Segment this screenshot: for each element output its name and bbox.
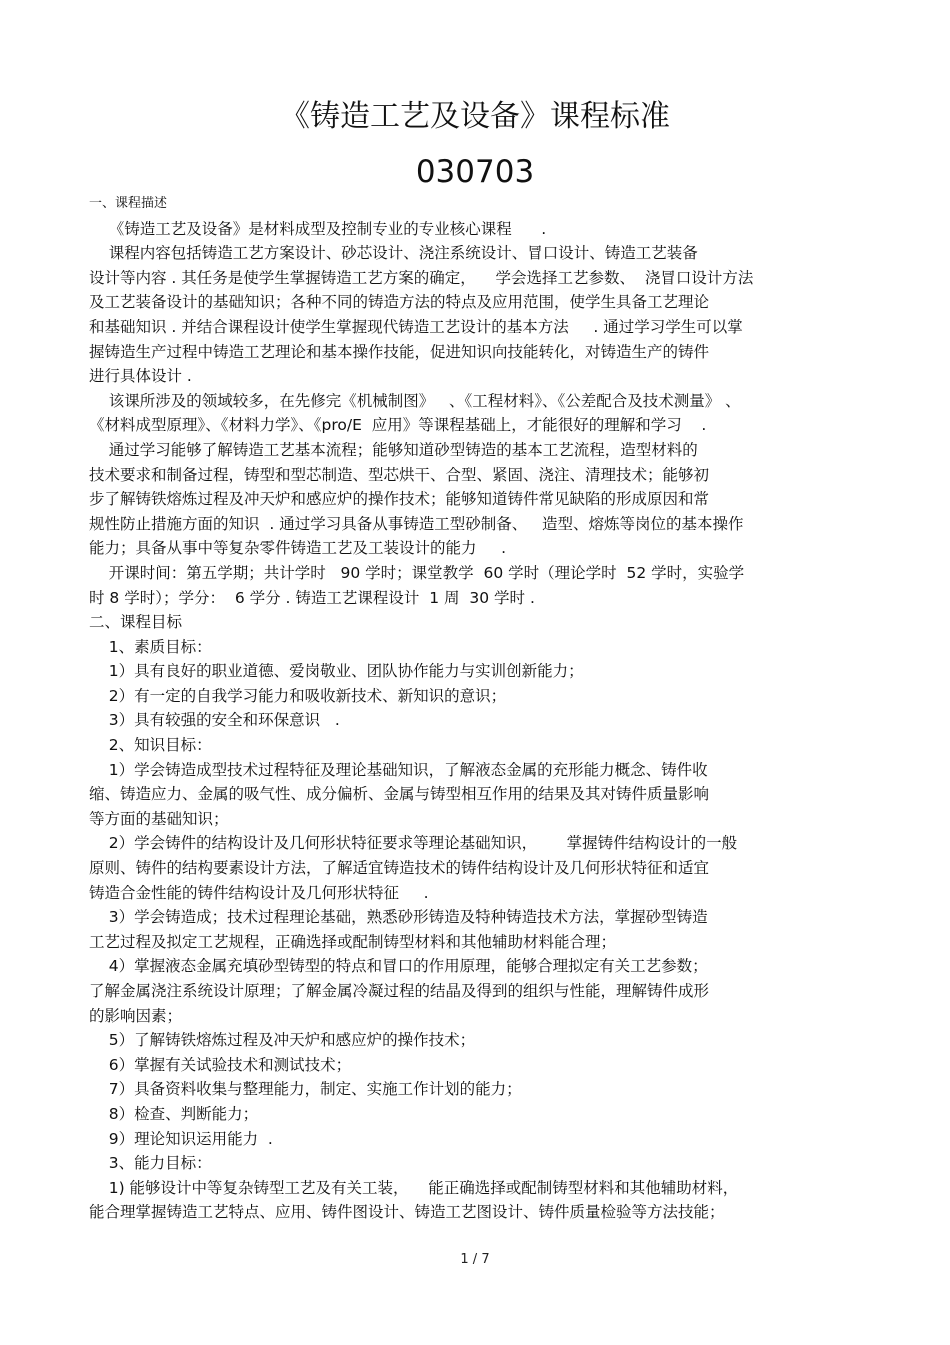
text-line: 规性防止措施方面的知识 . 通过学习具备从事铸造工型砂制备、 造型、熔炼等岗位的基本操作 [89,514,744,533]
text-line: 一、课程描述 [89,196,168,211]
text-line: 3）学会铸造成；技术过程理论基础，熟悉砂形铸造及特种铸造技术方法，掌握砂型铸造 [89,908,708,927]
text-line: 的影响因素； [89,1006,183,1025]
text-line: 缩、铸造应力、金属的吸气性、成分偏析、金属与铸型相互作用的结果及其对铸件质量影响 [89,785,710,804]
text-line: 进行具体设计 . [89,367,192,386]
text-line: 等方面的基础知识； [89,809,229,828]
text-line: 工艺过程及拟定工艺规程，正确选择或配制铸型材料和其他辅助材料能合理； [89,932,617,951]
course-code: 030703 [415,154,535,190]
text-line: 8）检查、判断能力； [89,1104,259,1123]
text-line: 3）具有较强的安全和环保意识 . [89,711,340,730]
text-line: 2）有一定的自我学习能力和吸收新技术、新知识的意识； [89,686,507,705]
text-line: 铸造合金性能的铸件结构设计及几何形状特征 . [89,883,429,902]
text-line: 能力；具备从事中等复杂零件铸造工艺及工装设计的能力 . [89,539,507,558]
text-line: 7）具备资料收集与整理能力，制定、实施工作计划的能力； [89,1080,522,1099]
text-line: 该课所涉及的领域较多，在先修完《机械制图》 、《工程材料》、《公差配合及技术测量》 、 [89,391,741,410]
text-line: 步了解铸铁熔炼过程及冲天炉和感应炉的操作技术；能够知道铸件常见缺陷的形成原因和常 [89,490,710,509]
text-line: 原则、铸件的结构要素设计方法，了解适宜铸造技术的铸件结构设计及几何形状特征和适宜 [89,859,710,878]
text-line: 1）具有良好的职业道德、爱岗敬业、团队协作能力与实训创新能力； [89,662,584,681]
text-line: 设计等内容 . 其任务是使学生掌握铸造工艺方案的确定， 学会选择工艺参数、 浇冒口设计方法 [89,268,754,287]
text-line: 课程内容包括铸造工艺方案设计、砂芯设计、浇注系统设计、冒口设计、铸造工艺装备 [89,244,698,263]
text-line: 及工艺装备设计的基础知识；各种不同的铸造方法的特点及应用范围，使学生具备工艺理论 [89,293,710,312]
text-line: 1) 能够设计中等复杂铸型工艺及有关工装， 能正确选择或配制铸型材料和其他辅助材料， [89,1178,739,1197]
text-line: 1、素质目标： [89,637,212,656]
document-body [89,192,869,1225]
text-line: 3、能力目标： [89,1154,212,1173]
text-line: 二、课程目标 [89,613,183,632]
text-line: 能合理掌握铸造工艺特点、应用、铸件图设计、铸造工艺图设计、铸件质量检验等方法技能； [89,1203,725,1222]
text-line: 和基础知识 . 并结合课程设计使学生掌握现代铸造工艺设计的基本方法 . 通过学习学生可以掌 [89,317,743,336]
text-line: 6）掌握有关试验技术和测试技术； [89,1055,352,1074]
text-line: 5）了解铸铁熔炼过程及冲天炉和感应炉的操作技术； [89,1031,476,1050]
text-line: 4）掌握液态金属充填砂型铸型的特点和冒口的作用原理，能够合理拟定有关工艺参数； [89,957,708,976]
text-line: 2、知识目标： [89,736,212,755]
text-line: 时 8 学时）；学分： 6 学分 . 铸造工艺课程设计 1 周 30 学时 . [89,588,535,607]
text-line: 《铸造工艺及设备》是材料成型及控制专业的专业核心课程 . [89,219,547,238]
page-number: 1 / 7 [460,1252,490,1267]
text-line: 开课时间：第五学期；共计学时 90 学时；课堂教学 60 学时（理论学时 52 学时，实验学 [89,563,745,582]
text-line: 握铸造生产过程中铸造工艺理论和基本操作技能，促进知识向技能转化，对铸造生产的铸件 [89,342,710,361]
document-title: 《铸造工艺及设备》课程标准 [280,99,670,134]
text-line: 了解金属浇注系统设计原理；了解金属冷凝过程的结晶及得到的组织与性能，理解铸件成形 [89,982,710,1000]
text-line: 1）学会铸造成型技术过程特征及理论基础知识，了解液态金属的充形能力概念、铸件收 [89,760,708,779]
text-line: 2）学会铸件的结构设计及几何形状特征要求等理论基础知识， 掌握铸件结构设计的一般 [89,834,738,853]
text-line: 9）理论知识运用能力 . [89,1129,273,1148]
text-line: 《材料成型原理》、《材料力学》、《pro/E 应用》等课程基础上，才能很好的理解和学习 . [89,416,707,435]
text-line: 通过学习能够了解铸造工艺基本流程；能够知道砂型铸造的基本工艺流程，造型材料的 [89,440,698,459]
text-line: 技术要求和制备过程，铸型和型芯制造、型芯烘干、合型、紧固、浇注、清理技术；能够初 [89,465,710,484]
